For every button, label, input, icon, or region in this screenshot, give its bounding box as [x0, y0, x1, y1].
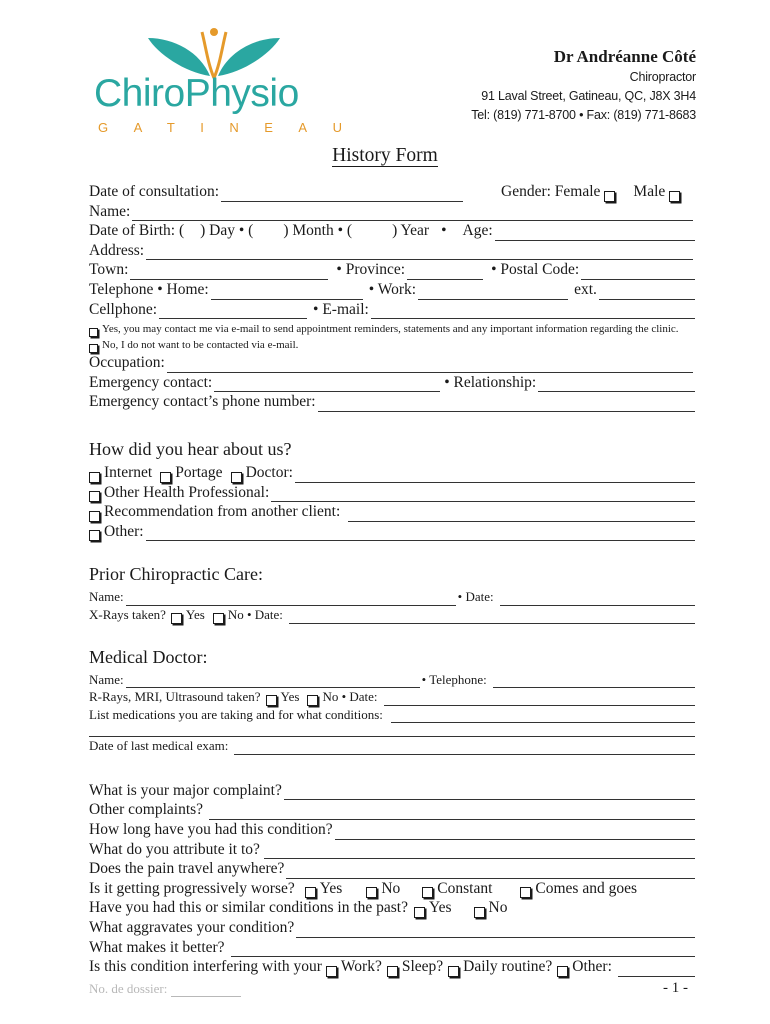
- similar-row: [89, 898, 695, 918]
- consent-no-label: No, I do not want to be contacted via e-mail.: [102, 339, 299, 352]
- worse-no-label: No: [381, 879, 401, 897]
- clinic-address: 91 Laval Street, Gatineau, QC, J8X 3H4: [481, 89, 696, 103]
- emergency-row: [89, 373, 695, 393]
- telephone-row: [89, 280, 695, 300]
- other-complaints-row: [89, 800, 695, 820]
- month-label: ) Month • (: [283, 222, 353, 240]
- how-long-field[interactable]: [335, 826, 695, 840]
- other-source-label: Other:: [104, 522, 144, 540]
- xrays-date-field[interactable]: [289, 610, 695, 624]
- consent-no-row: [89, 337, 695, 353]
- cellphone-label: Cellphone:: [89, 300, 158, 318]
- medical-doctor-heading: Medical Doctor:: [89, 646, 208, 667]
- imaging-date-field[interactable]: [384, 692, 695, 706]
- name-label: Name:: [89, 202, 131, 220]
- other-interference-field[interactable]: [618, 963, 695, 977]
- last-exam-label: Date of last medical exam:: [89, 738, 229, 754]
- other-source-field[interactable]: [146, 527, 695, 541]
- date-consultation-label: Date of consultation:: [89, 183, 219, 200]
- constant-label: Constant: [437, 879, 493, 897]
- hear-row-4: [89, 522, 695, 542]
- clinic-contact-block: [471, 46, 696, 125]
- file-number-label: No. de dossier:: [89, 981, 168, 996]
- attribute-field[interactable]: [264, 845, 695, 859]
- portage-checkbox[interactable]: [160, 472, 171, 483]
- town-label: Town:: [89, 261, 129, 279]
- male-checkbox[interactable]: [669, 191, 680, 202]
- last-exam-field[interactable]: [234, 741, 695, 755]
- recommendation-checkbox[interactable]: [89, 511, 100, 522]
- email-label: • E-mail:: [313, 300, 369, 318]
- xrays-yes-label: Yes: [185, 606, 205, 622]
- logo-subtitle: GATINEAU: [98, 120, 368, 135]
- medications-field-2[interactable]: [89, 723, 695, 737]
- internet-checkbox[interactable]: [89, 472, 100, 483]
- other-source-checkbox[interactable]: [89, 530, 100, 541]
- md-name-row: [89, 671, 695, 689]
- other-complaints-field[interactable]: [209, 806, 695, 820]
- emergency-contact-label: Emergency contact:: [89, 373, 213, 391]
- daily-routine-checkbox[interactable]: [448, 966, 459, 977]
- gender-label: Gender: Female: [501, 183, 601, 200]
- worse-yes-label: Yes: [319, 879, 343, 897]
- other-health-field[interactable]: [271, 488, 695, 502]
- xrays-yes-checkbox[interactable]: [171, 613, 182, 624]
- dob-label: Date of Birth: (: [89, 222, 185, 240]
- aggravates-field[interactable]: [296, 924, 695, 938]
- imaging-no-checkbox[interactable]: [307, 695, 318, 706]
- chiro-name-field[interactable]: [126, 592, 456, 606]
- postal-code-label: • Postal Code:: [491, 261, 580, 279]
- cellphone-row: [89, 300, 695, 320]
- prior-chiro-heading: Prior Chiropractic Care:: [89, 564, 263, 585]
- imaging-date-label: No • Date:: [322, 689, 378, 705]
- medications-field[interactable]: [391, 709, 695, 723]
- xrays-row: [89, 606, 695, 624]
- better-label: What makes it better?: [89, 938, 225, 956]
- constant-checkbox[interactable]: [422, 887, 433, 898]
- clinic-phone-fax: Tel: (819) 771-8700 • Fax: (819) 771-8683: [471, 108, 696, 122]
- other-health-checkbox[interactable]: [89, 491, 100, 502]
- consent-no-checkbox[interactable]: [89, 344, 98, 353]
- pain-travel-row: [89, 859, 695, 879]
- interfering-row: [89, 957, 695, 977]
- page-number: - 1 -: [663, 980, 688, 996]
- major-complaint-field[interactable]: [284, 786, 695, 800]
- hear-row-2: [89, 483, 695, 503]
- better-row: [89, 938, 695, 958]
- consent-yes-label: Yes, you may contact me via e-mail to send appointment reminders, statements and any important information regarding the clinic.: [102, 323, 679, 336]
- dob-row: [89, 221, 695, 241]
- doctor-name: Dr Andréanne Côté: [553, 47, 696, 66]
- imaging-row: [89, 688, 695, 706]
- interfering-label: Is this condition interfering with your: [89, 958, 322, 976]
- attribute-label: What do you attribute it to?: [89, 840, 260, 858]
- medications-label: List medications you are taking and for what conditions:: [89, 706, 383, 722]
- imaging-yes-label: Yes: [280, 689, 300, 705]
- female-checkbox[interactable]: [604, 191, 615, 202]
- occupation-row: [89, 353, 695, 373]
- md-name-field[interactable]: [126, 674, 420, 688]
- recommendation-field[interactable]: [348, 508, 695, 522]
- consent-yes-row: [89, 321, 695, 337]
- day-label: ) Day • (: [200, 222, 254, 240]
- emergency-phone-row: [89, 392, 695, 412]
- home-phone-label: Telephone • Home:: [89, 280, 209, 298]
- recommendation-label: Recommendation from another client:: [104, 503, 341, 521]
- daily-routine-label: Daily routine?: [463, 958, 553, 976]
- chiro-date-field[interactable]: [500, 592, 695, 606]
- emergency-contact-field[interactable]: [214, 378, 440, 392]
- year-label: ) Year: [392, 222, 430, 240]
- other-complaints-label: Other complaints?: [89, 801, 204, 819]
- aggravates-label: What aggravates your condition?: [89, 919, 295, 937]
- similar-label: Have you had this or similar conditions in the past?: [89, 899, 408, 917]
- form-title: History Form: [332, 145, 438, 166]
- consultation-gender-row: [89, 182, 695, 202]
- worse-row: [89, 879, 695, 899]
- emergency-phone-label: Emergency contact’s phone number:: [89, 393, 316, 411]
- address-label: Address:: [89, 241, 145, 259]
- pain-travel-label: Does the pain travel anywhere?: [89, 860, 285, 878]
- doctor-checkbox[interactable]: [231, 472, 242, 483]
- doctor-role: Chiropractor: [629, 70, 696, 84]
- similar-yes-label: Yes: [428, 899, 452, 917]
- extension-label: ext.: [574, 280, 597, 298]
- town-field[interactable]: [130, 266, 328, 280]
- clinic-logo: [94, 24, 368, 135]
- work-phone-label: • Work:: [368, 280, 417, 298]
- better-field[interactable]: [231, 943, 695, 957]
- hear-row-1: [89, 463, 695, 483]
- other-health-label: Other Health Professional:: [104, 483, 270, 501]
- xrays-label: X-Rays taken?: [89, 606, 166, 622]
- xrays-no-checkbox[interactable]: [213, 613, 224, 624]
- file-number-field[interactable]: [171, 983, 241, 997]
- province-label: • Province:: [336, 261, 406, 279]
- medications-row: [89, 706, 695, 724]
- age-label: Age:: [462, 222, 493, 240]
- name-field[interactable]: [132, 207, 693, 221]
- home-phone-field[interactable]: [211, 286, 363, 300]
- hear-about-heading: How did you hear about us?: [89, 438, 292, 459]
- imaging-label: R-Rays, MRI, Ultrasound taken?: [89, 689, 261, 705]
- bullet-separator: •: [441, 222, 447, 240]
- relationship-field[interactable]: [538, 378, 695, 392]
- worse-yes-checkbox[interactable]: [305, 887, 316, 898]
- file-number: [89, 981, 243, 997]
- last-exam-row: [89, 737, 695, 755]
- sleep-label: Sleep?: [401, 958, 444, 976]
- hear-row-3: [89, 502, 695, 522]
- doctor-referral-label: Doctor:: [245, 463, 293, 481]
- town-row: [89, 260, 695, 280]
- chiro-name-row: [89, 588, 695, 606]
- worse-no-checkbox[interactable]: [366, 887, 377, 898]
- comes-goes-checkbox[interactable]: [520, 887, 531, 898]
- consent-yes-checkbox[interactable]: [89, 328, 98, 337]
- internet-label: Internet: [104, 463, 153, 481]
- work-checkbox[interactable]: [326, 966, 337, 977]
- medications-row-2: [89, 723, 695, 737]
- md-telephone-label: • Telephone:: [421, 671, 487, 687]
- how-long-row: [89, 820, 695, 840]
- xrays-date-label: No • Date:: [227, 606, 283, 622]
- logo-wordmark: ChiroPhysio: [94, 72, 299, 115]
- md-name-label: Name:: [89, 671, 124, 687]
- work-label: Work?: [340, 958, 382, 976]
- occupation-label: Occupation:: [89, 354, 165, 372]
- similar-no-checkbox[interactable]: [474, 907, 485, 918]
- comes-goes-label: Comes and goes: [535, 879, 638, 897]
- other-interference-checkbox[interactable]: [557, 966, 568, 977]
- address-field[interactable]: [146, 246, 693, 260]
- province-field[interactable]: [407, 266, 483, 280]
- pain-travel-field[interactable]: [286, 865, 695, 879]
- date-consultation-field[interactable]: [221, 188, 463, 202]
- occupation-field[interactable]: [167, 359, 693, 373]
- address-row: [89, 241, 695, 261]
- chiro-name-label: Name:: [89, 589, 124, 605]
- major-complaint-label: What is your major complaint?: [89, 781, 282, 799]
- portage-label: Portage: [175, 463, 223, 481]
- name-row: [89, 202, 695, 222]
- imaging-yes-checkbox[interactable]: [266, 695, 277, 706]
- form-body: [89, 182, 695, 977]
- cellphone-field[interactable]: [159, 305, 307, 319]
- similar-yes-checkbox[interactable]: [414, 907, 425, 918]
- aggravates-row: [89, 918, 695, 938]
- how-long-label: How long have you had this condition?: [89, 821, 333, 839]
- other-interference-label: Other:: [572, 958, 612, 976]
- emergency-phone-field[interactable]: [318, 398, 695, 412]
- worse-label: Is it getting progressively worse?: [89, 879, 295, 897]
- postal-code-field[interactable]: [581, 266, 695, 280]
- sleep-checkbox[interactable]: [387, 966, 398, 977]
- email-field[interactable]: [371, 305, 695, 319]
- male-label: Male: [633, 183, 666, 200]
- doctor-referral-field[interactable]: [295, 469, 695, 483]
- chiro-date-label: • Date:: [457, 589, 494, 605]
- major-complaint-row: [89, 781, 695, 801]
- relationship-label: • Relationship:: [444, 373, 537, 391]
- work-phone-field[interactable]: [418, 286, 568, 300]
- extension-field[interactable]: [599, 286, 695, 300]
- age-field[interactable]: [495, 227, 695, 241]
- attribute-row: [89, 840, 695, 860]
- md-telephone-field[interactable]: [493, 674, 695, 688]
- similar-no-label: No: [488, 899, 508, 917]
